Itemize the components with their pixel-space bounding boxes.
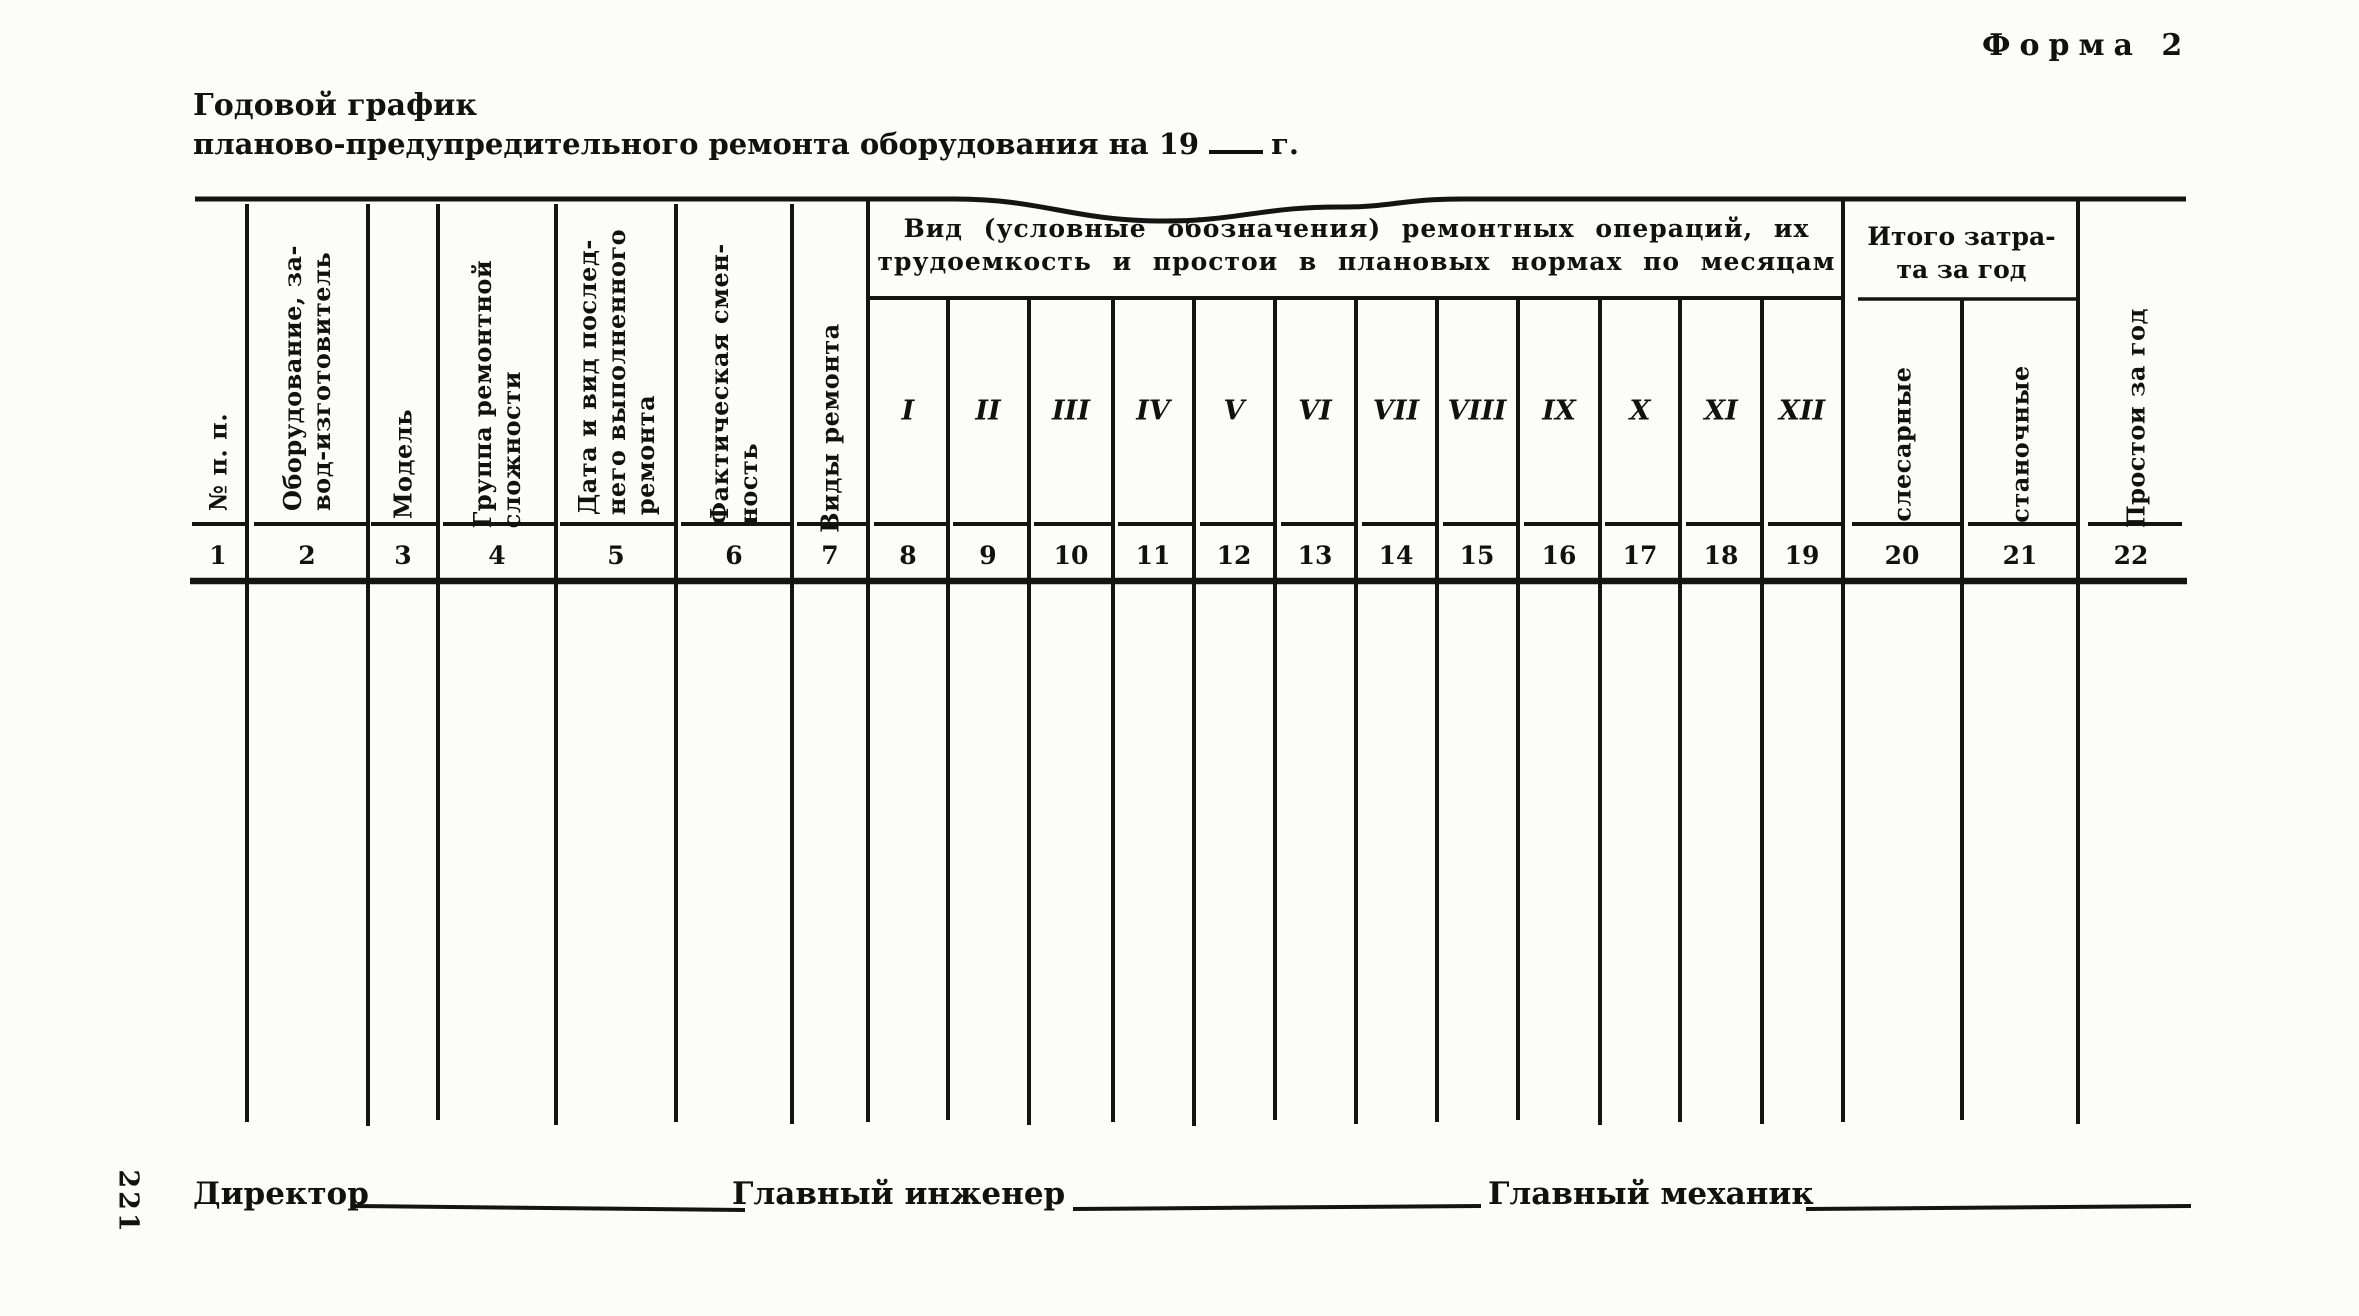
col-number-1: 1: [209, 541, 227, 570]
col-number-3: 3: [394, 541, 412, 570]
month-label-2: II: [975, 395, 1001, 427]
table-body-empty: [190, 585, 2187, 1120]
month-label-6: VI: [1298, 395, 1332, 427]
col-header-actual-shifts: [706, 243, 764, 525]
month-label-12: XII: [1778, 395, 1826, 427]
month-label-5: V: [1223, 395, 1245, 427]
months-group-header-line2: трудоемкость и простои в плановых нормах по месяцам: [877, 247, 1836, 276]
col-number-11: 11: [1135, 541, 1171, 570]
year-blank-line: [1209, 130, 1263, 154]
col-header-last-repair-line2: него выполненного: [601, 228, 631, 516]
month-label-4: IV: [1136, 395, 1170, 427]
col-number-13: 13: [1297, 541, 1333, 570]
col-number-22: 22: [2113, 541, 2149, 570]
col-number-21: 21: [2002, 541, 2038, 570]
col-header-repair-complexity-group: [469, 260, 527, 528]
col-header-repair-types: Виды ремонта: [815, 323, 845, 533]
col-number-17: 17: [1622, 541, 1658, 570]
month-label-1: I: [901, 395, 915, 427]
col-header-machine-hours: станочные: [2005, 365, 2035, 523]
col-header-complexity-line2: сложности: [497, 371, 526, 529]
col-number-2: 2: [298, 541, 316, 570]
col-header-equipment: [279, 245, 337, 511]
col-number-18: 18: [1703, 541, 1739, 570]
chief-mechanic-label: Главный механик: [1488, 1176, 1814, 1212]
col-header-equipment-line1: Оборудование, за-: [278, 245, 308, 511]
month-label-10: X: [1629, 395, 1651, 427]
col-header-shifts-line2: ность: [734, 442, 763, 525]
title-year-prefix: планово-предупредительного ремонта оборудования на 19: [193, 127, 1200, 161]
col-header-model: Модель: [388, 408, 418, 520]
col-number-7: 7: [821, 541, 839, 570]
month-label-11: XI: [1704, 395, 1738, 427]
col-number-8: 8: [899, 541, 917, 570]
month-label-7: VII: [1372, 395, 1420, 427]
col-number-12: 12: [1216, 541, 1252, 570]
col-number-14: 14: [1378, 541, 1414, 570]
page-title-line2: [193, 127, 1299, 161]
col-number-15: 15: [1459, 541, 1495, 570]
col-header-last-repair-line1: Дата и вид послед-: [572, 239, 602, 516]
col-number-20: 20: [1884, 541, 1920, 570]
col-header-row-number: № п. п.: [203, 412, 233, 512]
totals-group-header-line2: та за год: [1896, 254, 2027, 284]
totals-group-header-line1: Итого затра-: [1867, 222, 2056, 251]
form-number-label: Форма 2: [1982, 28, 2192, 63]
col-number-16: 16: [1541, 541, 1577, 570]
col-number-4: 4: [488, 541, 506, 570]
director-label: Директор: [193, 1176, 369, 1212]
month-label-9: IX: [1542, 395, 1576, 427]
col-header-metalwork-hours: слесарные: [1887, 366, 1917, 522]
col-number-9: 9: [979, 541, 997, 570]
col-header-last-repair-date: [574, 229, 660, 515]
page-title-line1: Годовой график: [193, 88, 478, 123]
col-header-last-repair-line3: ремонта: [630, 394, 660, 516]
chief-engineer-label: Главный инженер: [732, 1176, 1066, 1212]
title-year-suffix: г.: [1271, 127, 1299, 161]
month-label-3: III: [1052, 395, 1090, 427]
col-number-10: 10: [1053, 541, 1089, 570]
col-header-complexity-line1: Группа ремонтной: [468, 259, 498, 529]
page-number: 221: [112, 1169, 144, 1235]
col-header-shifts-line1: Фактическая смен-: [705, 243, 735, 525]
col-number-6: 6: [725, 541, 743, 570]
months-group-header-line1: Вид (условные обозначения) ремонтных операций, их: [903, 214, 1810, 243]
month-label-8: VIII: [1447, 395, 1507, 427]
col-header-equipment-line2: вод-изготовитель: [307, 251, 336, 511]
totals-group-header: [1845, 221, 2078, 286]
col-header-downtime-per-year: Простои за год: [2121, 307, 2151, 529]
col-number-19: 19: [1784, 541, 1820, 570]
col-number-5: 5: [607, 541, 625, 570]
months-group-header: [870, 212, 1843, 278]
